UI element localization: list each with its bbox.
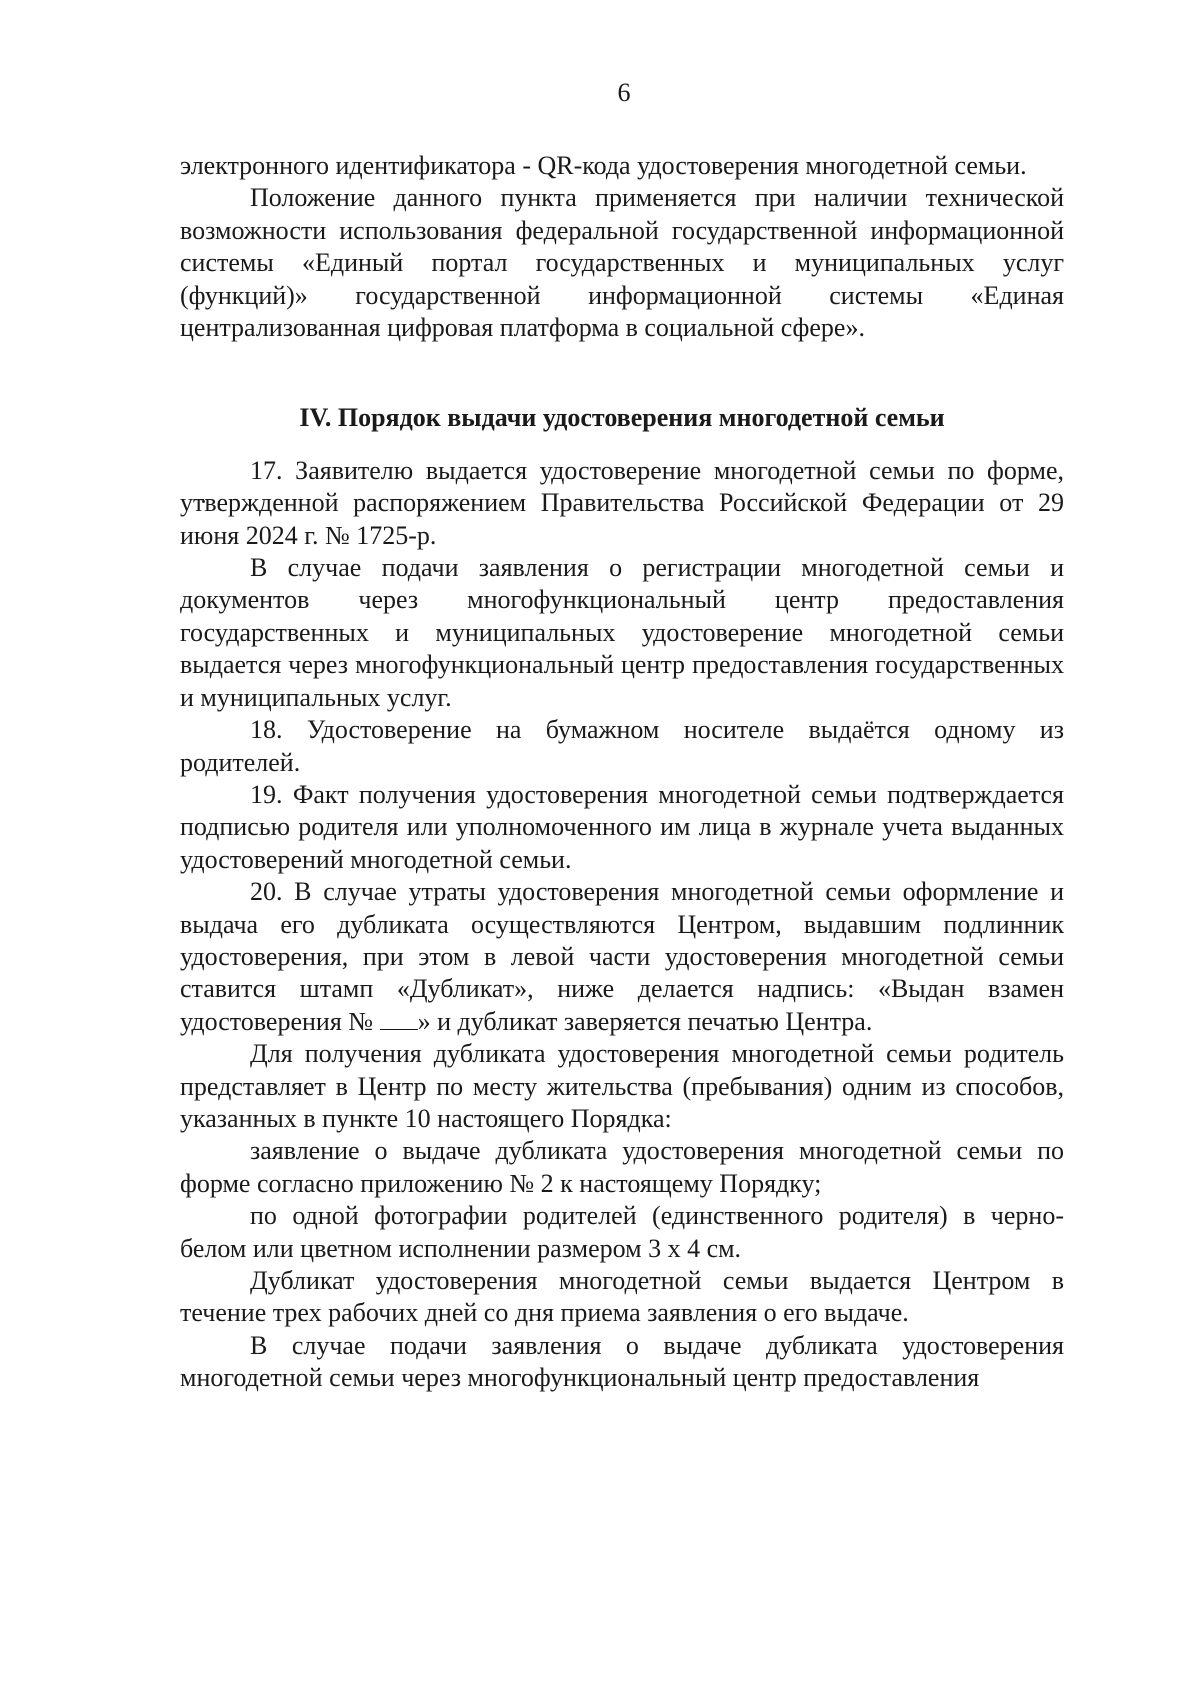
paragraph-mfc-duplicate: В случае подачи заявления о выдаче дубликата удостоверения многодетной семьи через многофункциональный центр предоставления bbox=[180, 1330, 1064, 1393]
document-body bbox=[180, 150, 1064, 1395]
paragraph-18: 18. Удостоверение на бумажном носителе выдаётся одному из родителей. bbox=[180, 715, 1064, 777]
paragraph-19: 19. Факт получения удостоверения многодетной семьи подтверждается подписью родителя или уполномоченного им лица в журнале учета выданных удостоверений многодетной семьи. bbox=[180, 779, 1064, 874]
paragraph-technical-possibility: Положение данного пункта применяется при наличии технической возможности использования федеральной государственной информационной системы «Единый портал государственных и муниципальных услуг (функций)» государственной информационной системы «Единая централизованная цифровая платформа в социальной сфере». bbox=[180, 183, 1064, 343]
paragraph-20 bbox=[180, 876, 1064, 1038]
section-heading: IV. Порядок выдачи удостоверения многодетной семьи bbox=[299, 403, 945, 433]
paragraph-17: 17. Заявителю выдается удостоверение многодетной семьи по форме, утвержденной распоряжением Правительства Российской Федерации от 29 июня 2024 г. № 1725-р. bbox=[180, 455, 1064, 550]
paragraph-duplicate-timing: Дубликат удостоверения многодетной семьи выдается Центром в течение трех рабочих дней со дня приема заявления о его выдаче. bbox=[180, 1266, 1064, 1328]
paragraph-duplicate-request: Для получения дубликата удостоверения многодетной семьи родитель представляет в Центр по месту жительства (пребывания) одним из способов, указанных в пункте 10 настоящего Порядка: bbox=[180, 1039, 1064, 1133]
paragraph-20-text-before: 20. В случае утраты удостоверения многодетной семьи оформление и выдача его дубликата осуществляются Центром, выдавшим подлинник удостоверения, при этом в левой части удостоверения многодетной семьи ставится штамп «Дубликат», ниже делается надпись: «Выдан взамен удостоверения № bbox=[180, 877, 1064, 1036]
paragraph-photos: по одной фотографии родителей (единственного родителя) в черно-белом или цветном исполнении размером 3 х 4 см. bbox=[180, 1201, 1064, 1263]
paragraph-20-text-after: » и дубликат заверяется печатью Центра. bbox=[417, 1006, 873, 1036]
page-number: 6 bbox=[617, 78, 631, 107]
paragraph-mfc-issuance: В случае подачи заявления о регистрации многодетной семьи и документов через многофункциональный центр предоставления государственных и муниципальных удостоверение многодетной семьи выдается через многофункциональный центр предоставления государственных и муниципальных услуг. bbox=[180, 553, 1064, 712]
blank-field-line bbox=[380, 1009, 418, 1030]
paragraph-duplicate-application: заявление о выдаче дубликата удостоверения многодетной семьи по форме согласно приложению № 2 к настоящему Порядку; bbox=[180, 1136, 1064, 1198]
paragraph-continuation: электронного идентификатора - QR-кода удостоверения многодетной семьи. bbox=[180, 151, 1027, 180]
